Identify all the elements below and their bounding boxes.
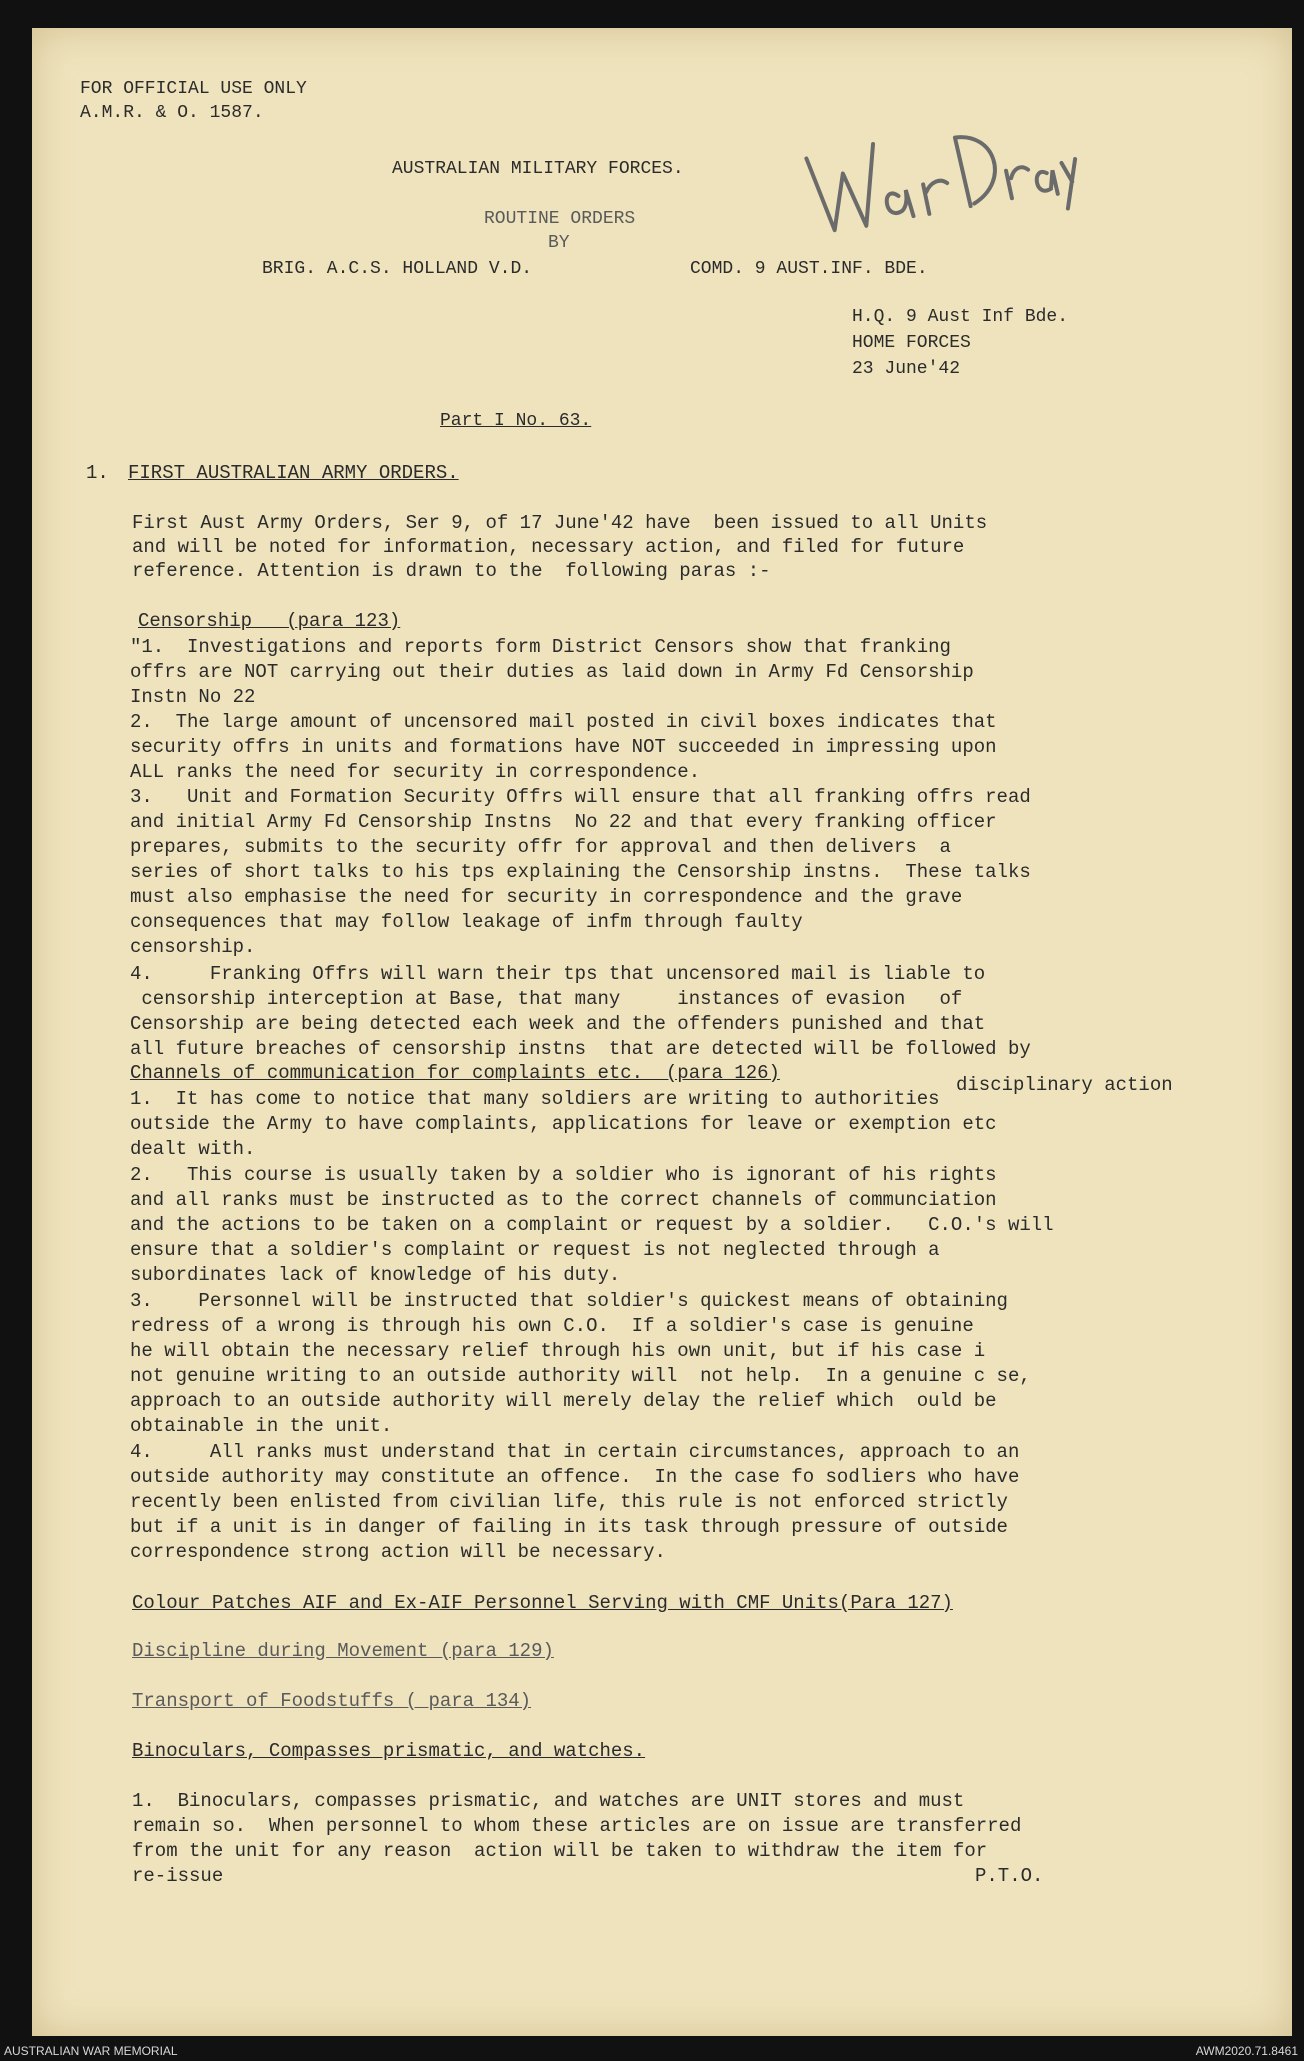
complaints-line: and the actions to be taken on a complaint or request by a soldier. C.O.'s will (130, 1214, 1054, 1236)
intro-line: reference. Attention is drawn to the following paras :- (132, 560, 771, 582)
archive-id: AWM2020.71.8461 (1195, 2044, 1298, 2058)
intro-line: First Aust Army Orders, Ser 9, of 17 June'42 have been issued to all Units (132, 512, 988, 534)
complaints-line: 4. All ranks must understand that in certain circumstances, approach to an (130, 1441, 1020, 1463)
complaints-line: ensure that a soldier's complaint or request is not neglected through a (130, 1239, 940, 1261)
complaints-line: correspondence strong action will be necessary. (130, 1541, 666, 1563)
complaints-heading: Channels of communication for complaints etc. (para 126) (130, 1062, 780, 1084)
command-title: COMD. 9 AUST.INF. BDE. (690, 259, 928, 279)
censorship-line: "1. Investigations and reports form District Censors show that franking (130, 636, 951, 658)
colour-patches-heading: Colour Patches AIF and Ex-AIF Personnel Serving with CMF Units(Para 127) (132, 1592, 953, 1614)
censorship-line: prepares, submits to the security offr for approval and then delivers a (130, 836, 951, 858)
complaints-line: and all ranks must be instructed as to the correct channels of communciation (130, 1189, 997, 1211)
order-date: 23 June'42 (852, 359, 961, 379)
binoculars-line: 1. Binoculars, compasses prismatic, and watches are UNIT stores and must (132, 1790, 965, 1812)
censorship-line: consequences that may follow leakage of infm through faulty (130, 911, 803, 933)
transport-heading: Transport of Foodstuffs ( para 134) (132, 1690, 532, 1712)
censorship-line: 4. Franking Offrs will warn their tps that uncensored mail is liable to (130, 963, 986, 985)
complaints-line: obtainable in the unit. (130, 1415, 393, 1437)
brigadier-name: BRIG. A.C.S. HOLLAND V.D. (262, 259, 533, 279)
force-title: AUSTRALIAN MILITARY FORCES. (392, 159, 684, 179)
censorship-line: ALL ranks the need for security in correspondence. (130, 761, 701, 783)
binoculars-line: from the unit for any reason action will be taken to withdraw the item for (132, 1840, 988, 1862)
archive-name: AUSTRALIAN WAR MEMORIAL (4, 2044, 178, 2058)
censorship-line: Censorship are being detected each week and the offenders punished and that (130, 1013, 986, 1035)
censorship-line: 2. The large amount of uncensored mail posted in civil boxes indicates that (130, 711, 997, 733)
censorship-line: 3. Unit and Formation Security Offrs will ensure that all franking offrs read (130, 786, 1031, 808)
censorship-heading: Censorship (para 123) (138, 610, 401, 632)
archive-footer (0, 2040, 1304, 2061)
binoculars-line: remain so. When personnel to whom these articles are on issue are transferred (132, 1815, 1022, 1837)
censorship-line: censorship. (130, 936, 256, 958)
hq-address: H.Q. 9 Aust Inf Bde. (852, 307, 1069, 327)
complaints-line: approach to an outside authority will merely delay the relief which ould be (130, 1390, 997, 1412)
binoculars-heading: Binoculars, Compasses prismatic, and watches. (132, 1740, 646, 1762)
censorship-line: all future breaches of censorship instns that are detected will be followed by (130, 1038, 1031, 1060)
complaints-line: not genuine writing to an outside authority will not help. In a genuine c se, (130, 1365, 1031, 1387)
section-title: FIRST AUSTRALIAN ARMY ORDERS. (128, 462, 459, 484)
classification-label: FOR OFFICIAL USE ONLY (80, 79, 307, 99)
routine-orders-title: ROUTINE ORDERS (484, 209, 636, 229)
complaints-line: 1. It has come to notice that many soldiers are writing to authorities (130, 1088, 940, 1110)
censorship-line: Instn No 22 (130, 686, 256, 708)
intro-line: and will be noted for information, necessary action, and filed for future (132, 536, 965, 558)
complaints-line: recently been enlisted from civilian life, this rule is not enforced strictly (130, 1491, 1008, 1513)
censorship-line: series of short talks to his tps explaining the Censorship instns. These talks (130, 861, 1031, 883)
part-number: Part I No. 63. (440, 411, 592, 431)
home-forces-label: HOME FORCES (852, 333, 971, 353)
pto-label: P.T.O. (975, 1865, 1044, 1887)
complaints-line: but if a unit is in danger of failing in its task through pressure of outside (130, 1516, 1008, 1538)
by-label: BY (548, 233, 570, 253)
complaints-line: dealt with. (130, 1138, 256, 1160)
section-number: 1. (86, 462, 109, 484)
amr-reference: A.M.R. & O. 1587. (80, 103, 264, 123)
censorship-line: censorship interception at Base, that many instances of evasion of (130, 988, 963, 1010)
complaints-line: outside the Army to have complaints, applications for leave or exemption etc (130, 1113, 997, 1135)
complaints-line: subordinates lack of knowledge of his duty. (130, 1264, 621, 1286)
complaints-line: redress of a wrong is through his own C.O. If a soldier's case is genuine (130, 1315, 974, 1337)
censorship-line: security offrs in units and formations have NOT succeeded in impressing upon (130, 736, 997, 758)
complaints-line: 2. This course is usually taken by a soldier who is ignorant of his rights (130, 1164, 997, 1186)
censorship-line: offrs are NOT carrying out their duties as laid down in Army Fd Censorship (130, 661, 974, 683)
complaints-line: outside authority may constitute an offence. In the case fo sodliers who have (130, 1466, 1020, 1488)
binoculars-line: re-issue (132, 1865, 224, 1887)
censorship-line: must also emphasise the need for security in correspondence and the grave (130, 886, 963, 908)
complaints-line: he will obtain the necessary relief through his own unit, but if his case i (130, 1340, 986, 1362)
discipline-heading: Discipline during Movement (para 129) (132, 1640, 554, 1662)
margin-note: disciplinary action (956, 1074, 1173, 1096)
censorship-line: and initial Army Fd Censorship Instns No 22 and that every franking officer (130, 811, 997, 833)
complaints-line: 3. Personnel will be instructed that soldier's quickest means of obtaining (130, 1290, 1008, 1312)
